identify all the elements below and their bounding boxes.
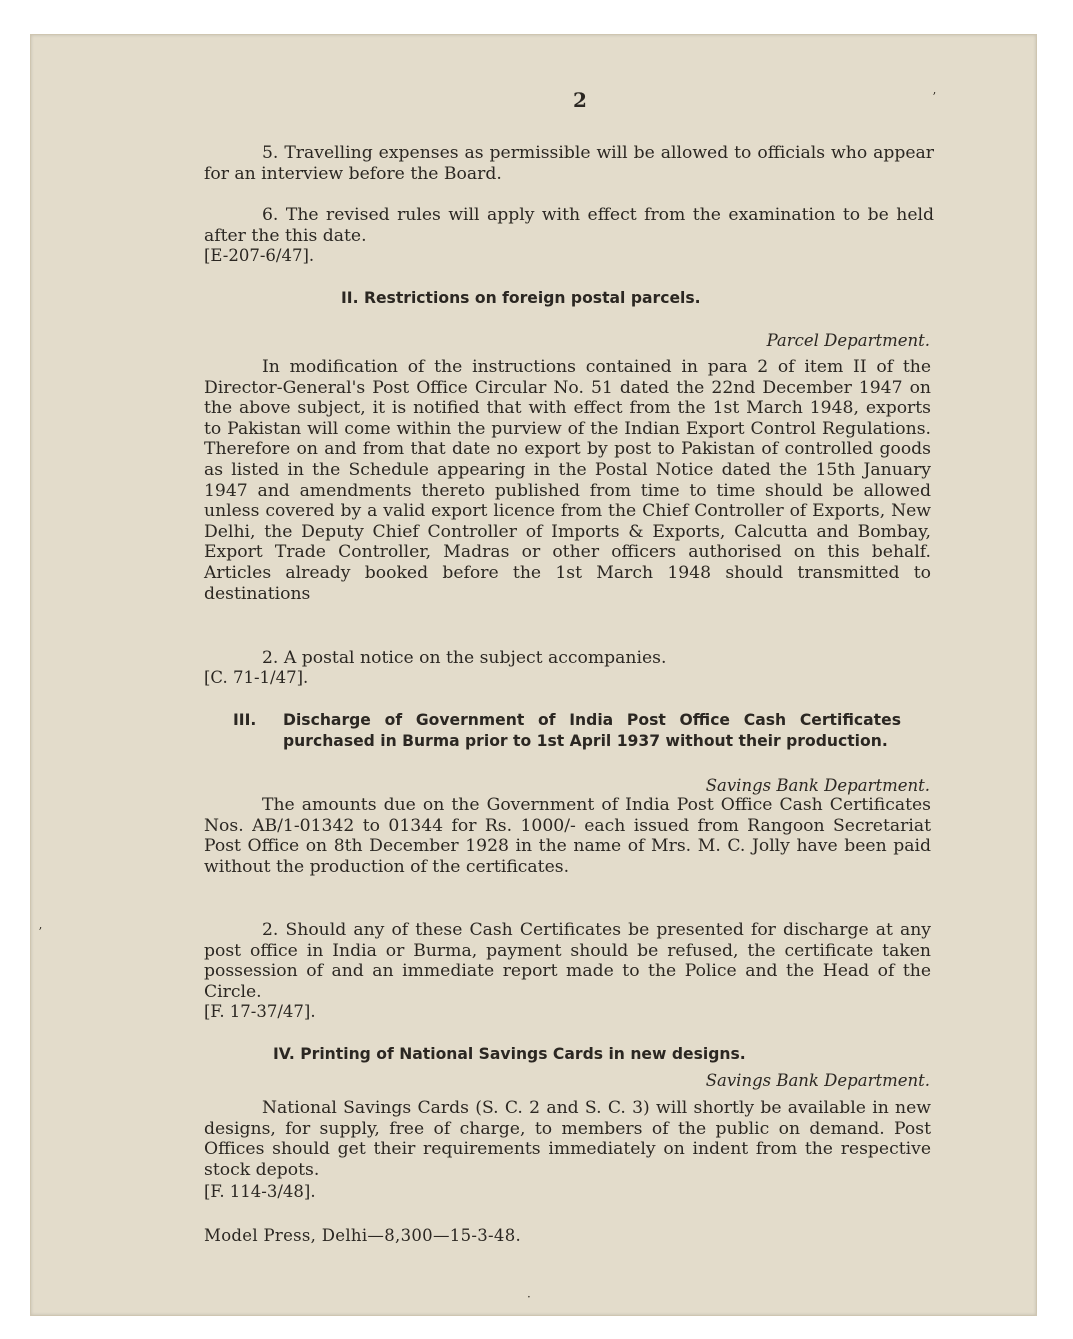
item-6-paragraph: [204, 205, 934, 246]
section-3-department: Savings Bank Department.: [705, 776, 930, 795]
ink-speck: ʼ: [38, 925, 42, 939]
page-number: 2: [573, 88, 587, 112]
section-3-reference: [F. 17-37/47].: [204, 1002, 316, 1021]
section-4-heading: IV. Printing of National Savings Cards in new designs.: [273, 1045, 746, 1063]
ink-speck: ·: [527, 1290, 531, 1304]
section-2-paragraph-2: [204, 648, 931, 669]
section-2-heading: II. Restrictions on foreign postal parcels.: [341, 289, 701, 307]
section-3-heading: Discharge of Government of India Post Office Cash Certificates purchased in Burma prior to 1st April 1937 without their production.: [283, 711, 901, 750]
section-3-number: III.: [233, 711, 257, 729]
section-3-paragraph-2: [204, 920, 931, 1002]
section-3-paragraph-1: [204, 795, 931, 877]
item-5-paragraph: [204, 143, 934, 184]
section-2-department: Parcel Department.: [766, 331, 930, 350]
section-3-paragraph-1-text: The amounts due on the Government of India Post Office Cash Certificates Nos. AB/1-01342 to 01344 for Rs. 1000/- each issued from Rangoon Secretariat Post Office on 8th December 1928 in the name of Mrs. M. C. Jolly have been paid without the production of the certificates.: [204, 795, 931, 877]
section-2-reference: [C. 71-1/47].: [204, 668, 309, 687]
printer-imprint: Model Press, Delhi—8,300—15-3-48.: [204, 1226, 522, 1245]
section-3-paragraph-2-text: 2. Should any of these Cash Certificates be presented for discharge at any post office in India or Burma, payment should be refused, the certificate taken possession of and an immediate report made to the Police and the Head of the Circle.: [204, 920, 931, 1002]
section-4-paragraph-1: [204, 1098, 931, 1180]
ink-speck: ʼ: [932, 90, 936, 104]
item-5-text: 5. Travelling expenses as permissible will be allowed to officials who appear for an interview before the Board.: [204, 143, 934, 184]
section-2-paragraph-2-text: 2. A postal notice on the subject accompanies.: [262, 648, 667, 668]
section-4-reference: [F. 114-3/48].: [204, 1182, 316, 1201]
item-6-text: 6. The revised rules will apply with effect from the examination to be held after the this date.: [204, 205, 934, 246]
item-6-reference: [E-207-6/47].: [204, 246, 315, 265]
section-4-paragraph-1-text: National Savings Cards (S. C. 2 and S. C. 3) will shortly be available in new designs, for supply, free of charge, to members of the public on demand. Post Offices should get their requirements immediately on indent from the respective stock depots.: [204, 1098, 931, 1180]
section-4-department: Savings Bank Department.: [705, 1071, 930, 1090]
section-2-paragraph-1: [204, 357, 931, 604]
section-2-paragraph-1-text: In modification of the instructions contained in para 2 of item II of the Director-General's Post Office Circular No. 51 dated the 22nd December 1947 on the above subject, it is notified that with effect from the 1st March 1948, exports to Pakistan will come within the purview of the Indian Export Control Regulations. Therefore on and from that date no export by post to Pakistan of controlled goods as listed in the Schedule appearing in the Postal Notice dated the 15th January 1947 and amendments thereto published from time to time should be allowed unless covered by a valid export licence from the Chief Controller of Exports, New Delhi, the Deputy Chief Controller of Imports & Exports, Calcutta and Bombay, Export Trade Controller, Madras or other officers authorised on this behalf. Articles already booked before the 1st March 1948 should transmitted to destinations: [204, 357, 931, 604]
